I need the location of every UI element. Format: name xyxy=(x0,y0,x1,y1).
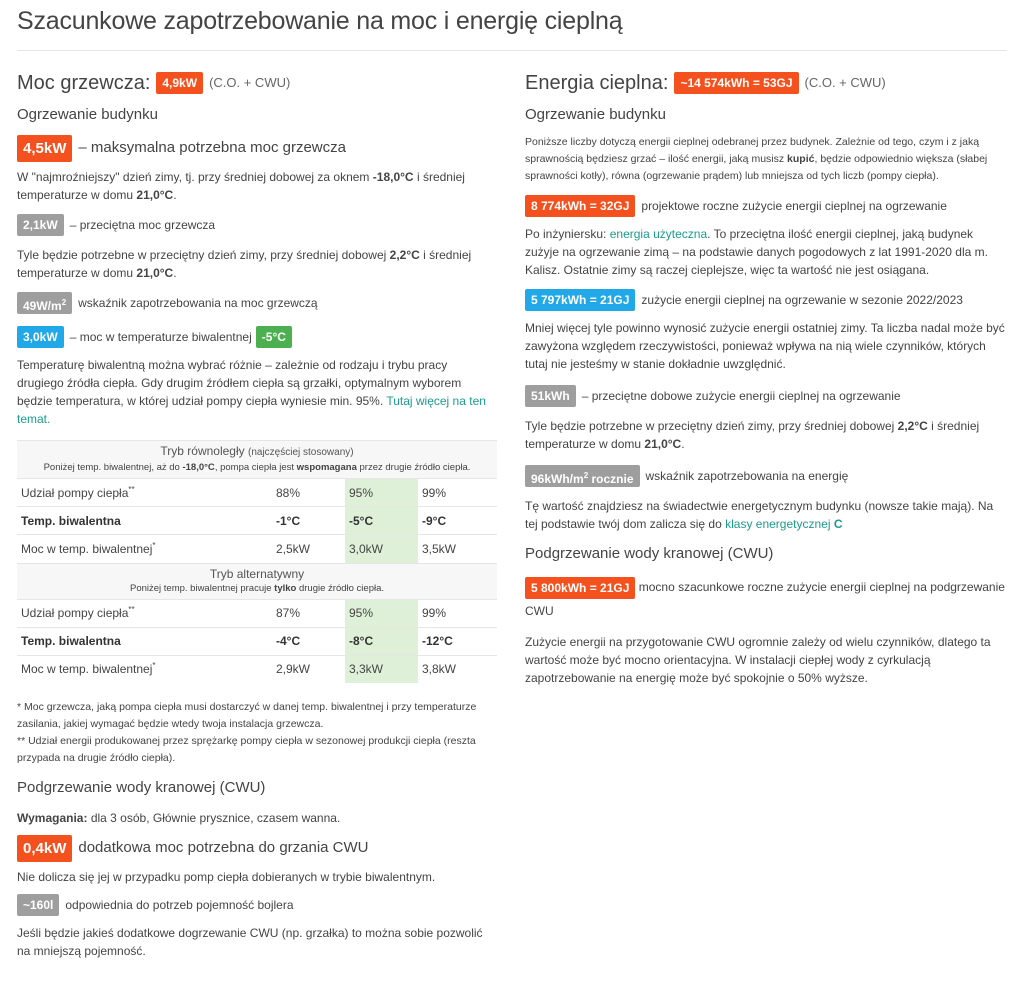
bivalent-power-label: – moc w temperaturze biwalentnej xyxy=(69,330,252,344)
table-row: Moc w temp. biwalentnej* 2,9kW 3,3kW 3,8kW xyxy=(17,655,497,683)
table-row: Temp. biwalentna -1°C -5°C -9°C xyxy=(17,507,497,535)
daily-energy-label: – przeciętne dobowe zużycie energii cieplnej na ogrzewanie xyxy=(581,389,901,403)
avg-power-row xyxy=(17,214,497,236)
cwu-power-description: Nie dolicza się jej w przypadku pomp ciepła dobieranych w trybie biwalentnym. xyxy=(17,870,436,884)
avg-power-badge: 2,1kW xyxy=(17,214,64,236)
cwu-requirements: Wymagania: dla 3 osób, Głównie prysznice, czasem wanna. xyxy=(17,811,341,825)
thermal-energy-column xyxy=(525,68,1007,687)
cwu-energy-label: mocno szacunkowe roczne zużycie energii cieplnej na podgrzewanie CWU xyxy=(525,580,1005,618)
cwu-power-badge: 0,4kW xyxy=(17,835,72,862)
table-row: Udział pompy ciepła** 87% 95% 99% xyxy=(17,599,497,627)
max-power-label: – maksymalna potrzebna moc grzewcza xyxy=(78,139,346,157)
table-row: Udział pompy ciepła** 88% 95% 99% xyxy=(17,479,497,507)
page-title: Szacunkowe zapotrzebowanie na moc i energię cieplną xyxy=(17,7,623,35)
alternative-mode-table xyxy=(17,563,497,684)
energy-intro: Poniższe liczby dotyczą energii cieplnej odebranej przez budynek. Zależnie od tego, czym i z jaką sprawnością będziesz grzać – ilość energii, jaką musisz kupić, będzie odpowiednio większa (słabej sprawności kotły), równa (ogrzewanie prądem) lub mniejsza od tych liczb (pompy ciepła). xyxy=(525,136,988,182)
daily-energy-row xyxy=(525,385,1007,407)
avg-power-label: – przeciętna moc grzewcza xyxy=(69,218,216,232)
heating-power-column xyxy=(17,68,497,960)
season-energy-badge: 5 797kWh = 21GJ xyxy=(525,289,635,311)
bivalent-more-link[interactable]: Tutaj więcej na ten temat. xyxy=(17,394,486,426)
thermal-energy-note: (C.O. + CWU) xyxy=(804,75,886,90)
parallel-mode-header: Tryb równoległy (najczęściej stosowany) Poniżej temp. biwalentnej, aż do -18,0°C, pompa ciepła jest wspomagana przez drugie źródło ciepła. xyxy=(17,440,497,478)
season-energy-description: Mniej więcej tyle powinno wynosić zużycie energii ostatniej zimy. Ta liczba nadal może być zawyżona względem rzeczywistości, ponieważ wpływa na nią wiele czynników, których tutaj nie jesteśmy w stanie dokładnie uwzględnić. xyxy=(525,321,1005,371)
season-energy-row xyxy=(525,289,1007,311)
cwu-energy-row xyxy=(525,575,1007,623)
energy-class-description: Tę wartość znajdziesz na świadectwie energetycznym budynku (nowsze takie mają). Na tej podstawie twój dom zalicza się do klasy energetycznej C xyxy=(525,499,994,531)
boiler-label: odpowiednia do potrzeb pojemność bojlera xyxy=(65,898,294,912)
heating-power-label: Moc grzewcza: xyxy=(17,72,151,94)
cwu-power-label: dodatkowa moc potrzebna do grzania CWU xyxy=(78,839,369,857)
energy-class-link[interactable]: klasy energetycznej C xyxy=(725,517,843,531)
heating-power-badge: 4,9kW xyxy=(156,72,203,94)
max-power-description: W "najmroźniejszy" dzień zimy, tj. przy średniej dobowej za oknem -18,0°C i średniej temperaturze w domu 21,0°C. xyxy=(17,170,465,202)
bivalent-power-row xyxy=(17,326,497,348)
avg-power-description: Tyle będzie potrzebne w przeciętny dzień zimy, przy średniej dobowej 2,2°C i średniej temperaturze w domu 21,0°C. xyxy=(17,248,472,280)
parallel-mode-table xyxy=(17,440,497,563)
energy-indicator-label: wskaźnik zapotrzebowania na energię xyxy=(645,469,849,483)
max-power-row xyxy=(17,135,497,162)
bivalent-temp-badge: -5°C xyxy=(256,326,292,348)
bivalent-description: Temperaturę biwalentną można wybrać różnie – zależnie od rodzaju i trybu pracy drugiego źródła ciepła. Gdy drugim źródłem ciepła są grzałki, optymalnym wyborem będzie temperatura, w której udział pompy ciepła wyniesie min. 95%. Tutaj więcej na ten temat. xyxy=(17,358,486,426)
cwu-energy-badge: 5 800kWh = 21GJ xyxy=(525,577,635,599)
design-energy-description: Po inżyniersku: energia użyteczna. To przeciętna ilość energii cieplnej, jaką budynek zużyje na ogrzewanie zimą – na podstawie danych pogodowych z lat 1991-2020 dla m. Kalisz. Ostatnie zimy są raczej cieplejsze, więc ta wartość nie jest osiągana. xyxy=(525,227,988,277)
design-energy-label: projektowe roczne zużycie energii cieplnej na ogrzewanie xyxy=(641,199,947,213)
table-row: Moc w temp. biwalentnej* 2,5kW 3,0kW 3,5kW xyxy=(17,535,497,563)
heating-power-heading xyxy=(17,68,497,98)
energy-indicator-badge: $96kWh/m^2$ rocznie xyxy=(525,465,640,487)
alternative-mode-header: Tryb alternatywny Poniżej temp. biwalentnej pracuje tylko drugie źródło ciepła. xyxy=(17,563,497,599)
heating-power-note: (C.O. + CWU) xyxy=(209,75,291,90)
energy-indicator-row xyxy=(525,465,1007,487)
building-heating-heading: Ogrzewanie budynku xyxy=(17,106,158,123)
boiler-badge: ~160l xyxy=(17,894,59,916)
thermal-energy-heading xyxy=(525,68,1007,98)
footnote-power: * Moc grzewcza, jaką pompa ciepła musi dostarczyć w danej temp. biwalentnej i przy temperaturze zasilania, jakiej wymagać będzie wtedy twoja instalacja grzewcza. xyxy=(17,701,477,730)
thermal-energy-label: Energia cieplna: xyxy=(525,72,669,94)
right-cwu-heading: Podgrzewanie wody kranowej (CWU) xyxy=(525,545,774,562)
useful-energy-link[interactable]: energia użyteczna xyxy=(609,227,708,241)
power-indicator-row xyxy=(17,292,497,314)
max-power-badge: 4,5kW xyxy=(17,135,72,162)
power-indicator-label: wskaźnik zapotrzebowania na moc grzewczą xyxy=(78,296,318,310)
power-indicator-badge: $49W/m^2$ xyxy=(17,292,72,314)
season-energy-label: zużycie energii cieplnej na ogrzewanie w sezonie 2022/2023 xyxy=(641,293,963,307)
title-divider xyxy=(17,50,1007,51)
boiler-row xyxy=(17,894,497,916)
footnote-share: ** Udział energii produkowanej przez sprężarkę pompy ciepła w sezonowej produkcji ciepła (reszta przypada na drugie źródło ciepła). xyxy=(17,735,476,764)
left-cwu-heading: Podgrzewanie wody kranowej (CWU) xyxy=(17,779,266,796)
thermal-energy-badge: ~14 574kWh = 53GJ xyxy=(674,72,798,94)
cwu-power-row xyxy=(17,835,497,862)
bivalent-power-badge: 3,0kW xyxy=(17,326,64,348)
daily-energy-description: Tyle będzie potrzebne w przeciętny dzień zimy, przy średniej dobowej 2,2°C i średniej temperaturze w domu 21,0°C. xyxy=(525,419,980,451)
right-building-heading: Ogrzewanie budynku xyxy=(525,106,666,123)
design-energy-row xyxy=(525,195,1007,217)
daily-energy-badge: 51kWh xyxy=(525,385,576,407)
table-row: Temp. biwalentna -4°C -8°C -12°C xyxy=(17,627,497,655)
cwu-energy-description: Zużycie energii na przygotowanie CWU ogromnie zależy od wielu czynników, dlatego ta wartość może być mocno orientacyjna. W instalacji ciepłej wody z cyrkulacją zapotrzebowanie na energię może być spokojnie o 50% wyższe. xyxy=(525,635,991,685)
design-energy-badge: 8 774kWh = 32GJ xyxy=(525,195,635,217)
boiler-description: Jeśli będzie jakieś dodatkowe dogrzewanie CWU (np. grzałka) to można sobie pozwolić na mniejszą pojemność. xyxy=(17,926,483,958)
